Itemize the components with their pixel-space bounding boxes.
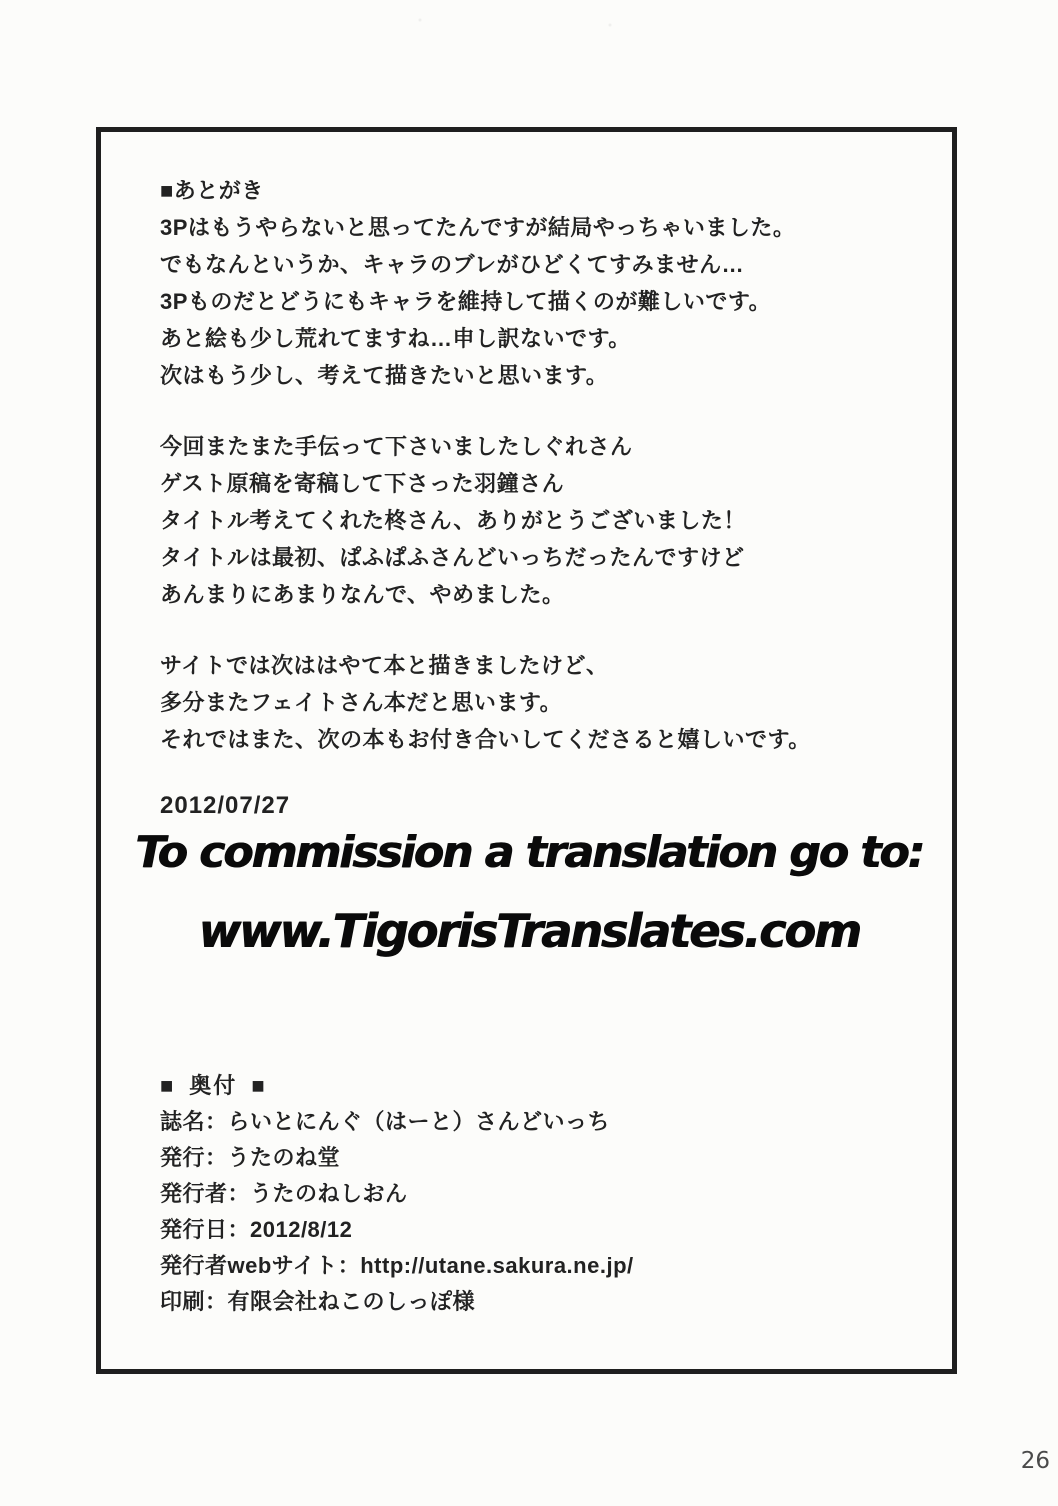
page-number: 26 bbox=[1020, 1448, 1050, 1474]
afterword-line: タイトル考えてくれた柊さん、ありがとうございました！ bbox=[160, 508, 746, 533]
translator-notice-url: www.TigorisTranslates.com bbox=[198, 904, 860, 958]
afterword-line: サイトでは次ははやて本と描きましたけど、 bbox=[160, 653, 609, 678]
afterword-paragraph-1 bbox=[160, 209, 811, 394]
afterword-line: あと絵も少し荒れてますね…申し訳ないです。 bbox=[160, 326, 631, 351]
colophon-heading-label: 奥付 bbox=[189, 1073, 238, 1098]
black-square-icon: ■ bbox=[160, 178, 174, 203]
afterword-line: 多分またフェイトさん本だと思います。 bbox=[160, 690, 563, 715]
afterword-line: あんまりにあまりなんで、やめました。 bbox=[160, 582, 565, 607]
colophon-website-line: 発行者webサイト：http://utane.sakura.ne.jp/ bbox=[160, 1253, 634, 1278]
afterword-line: 3Pはもうやらないと思ってたんですが結局やっちゃいました。 bbox=[160, 215, 796, 240]
translator-notice-line1: To commission a translation go to: bbox=[135, 827, 923, 878]
afterword-line: それではまた、次の本もお付き合いしてくださると嬉しいです。 bbox=[160, 727, 811, 752]
afterword-paragraph-3 bbox=[160, 647, 811, 758]
afterword-line: 今回またまた手伝って下さいましたしぐれさん bbox=[160, 434, 633, 459]
afterword-line: 次はもう少し、考えて描きたいと思います。 bbox=[160, 363, 609, 388]
colophon-author-line: 発行者：うたのねしおん bbox=[160, 1181, 408, 1206]
afterword-line: 3Pものだとどうにもキャラを維持して描くのが難しいです。 bbox=[160, 289, 772, 314]
afterword-line: ゲスト原稿を寄稿して下さった羽鐘さん bbox=[160, 471, 565, 496]
colophon-title-line: 誌名：らいとにんぐ（はーと）さんどいっち bbox=[160, 1109, 611, 1134]
colophon-section bbox=[160, 1068, 634, 1320]
afterword-line: でもなんというか、キャラのブレがひどくてすみません… bbox=[160, 252, 745, 277]
translator-notice bbox=[0, 812, 1058, 968]
black-square-icon: ■ bbox=[160, 1073, 176, 1098]
colophon-printer-line: 印刷：有限会社ねこのしっぽ様 bbox=[160, 1289, 476, 1314]
afterword-heading bbox=[160, 172, 811, 209]
afterword-section bbox=[160, 172, 811, 820]
afterword-date: 2012/07/27 bbox=[160, 792, 291, 819]
afterword-line: タイトルは最初、ぱふぱふさんどいっちだったんですけど bbox=[160, 545, 745, 570]
afterword-paragraph-2 bbox=[160, 428, 811, 613]
afterword-heading-label: あとがき bbox=[173, 178, 264, 203]
black-square-icon: ■ bbox=[251, 1073, 267, 1098]
colophon-heading bbox=[160, 1068, 634, 1104]
colophon-date-line: 発行日：2012/8/12 bbox=[160, 1217, 353, 1242]
colophon-publisher-line: 発行：うたのね堂 bbox=[160, 1145, 341, 1170]
